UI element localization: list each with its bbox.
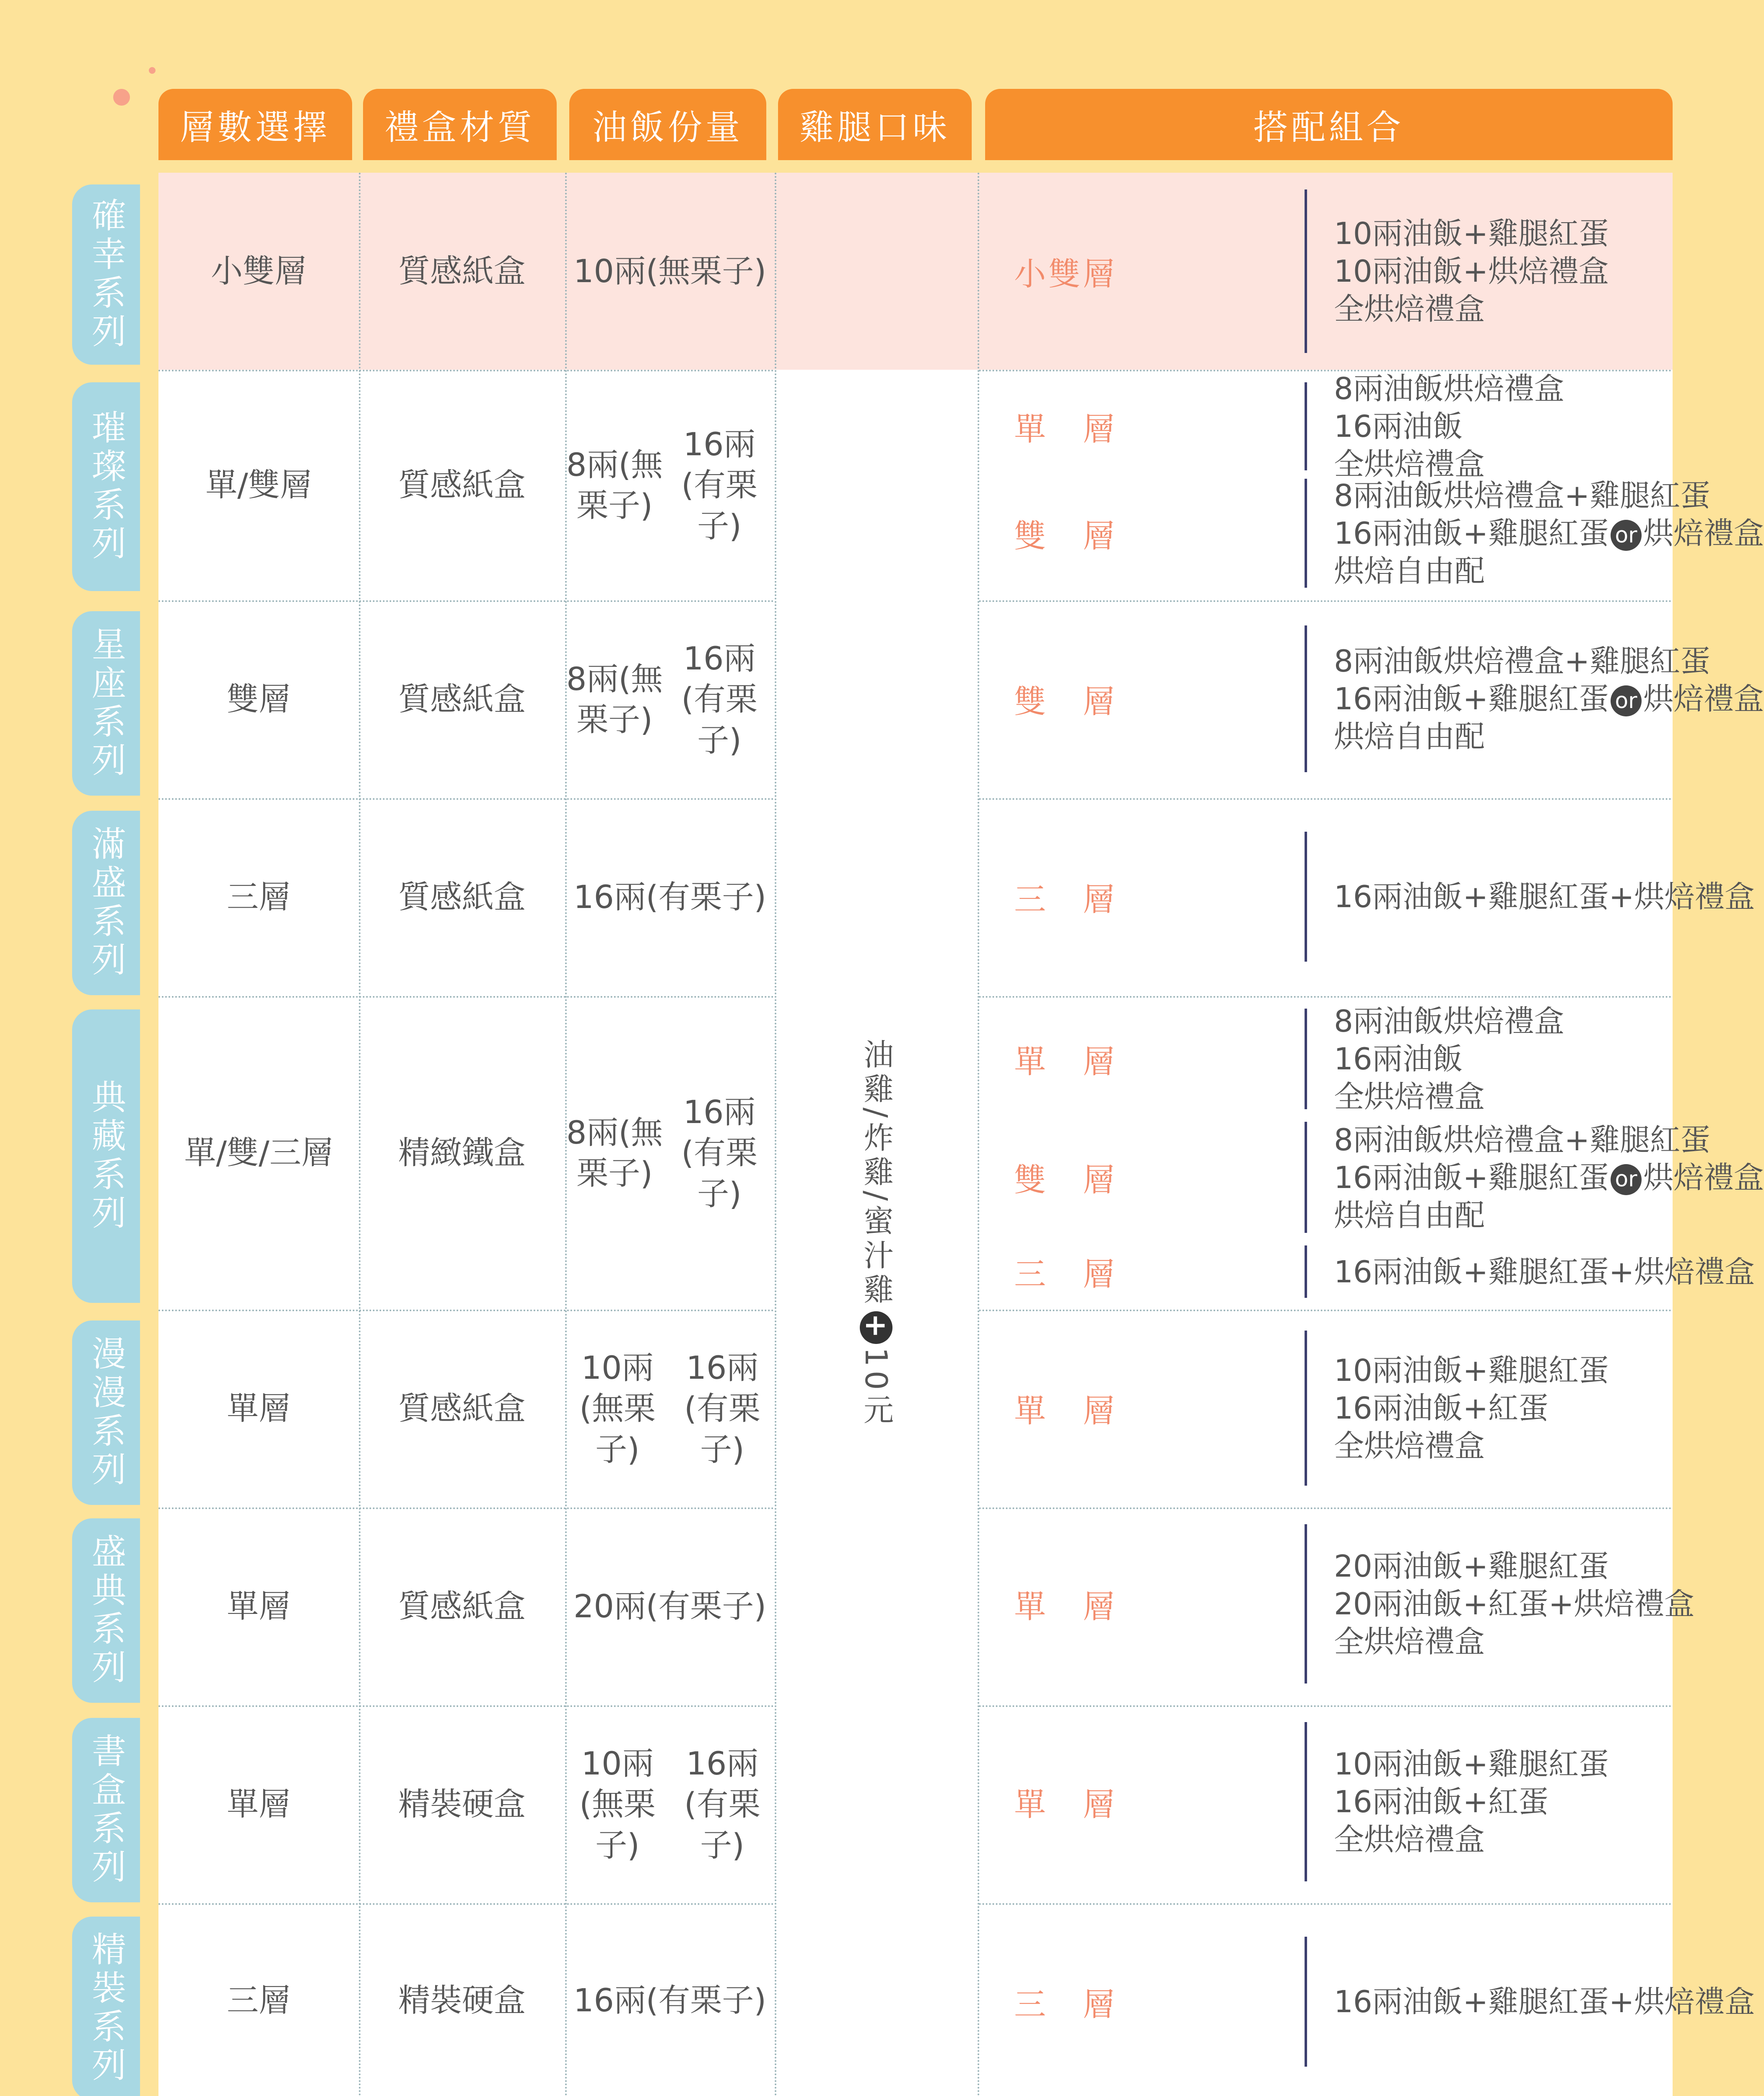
- combo-item: 16兩油飯+雞腿紅蛋+烘焙禮盒: [1334, 879, 1755, 914]
- portion-line: 10兩(無栗子): [579, 1349, 656, 1468]
- portion-cell: [565, 1310, 775, 1507]
- combo-group: [978, 371, 1673, 482]
- layers-cell: 三層: [227, 1982, 291, 2019]
- layers-cell: 雙層: [227, 680, 291, 718]
- divider-bar: [1305, 832, 1307, 962]
- portion-cell: [565, 1507, 775, 1705]
- series-label: 精裝系列: [86, 1931, 126, 2086]
- series-label: 書盒系列: [86, 1733, 126, 1887]
- flavor-options: 油雞/炸雞/蜜汁雞: [859, 1038, 894, 1308]
- decor-dot: [149, 67, 156, 74]
- combo-cell: [978, 798, 1755, 996]
- layer-label: 雙 層: [1014, 682, 1117, 720]
- table-row: [158, 173, 1673, 370]
- header-combo: 搭配組合: [985, 89, 1673, 160]
- portion-line: 8兩(無栗子): [566, 446, 663, 524]
- combo-item: 16兩油飯: [1334, 1041, 1463, 1077]
- header-box-material: 禮盒材質: [363, 89, 557, 160]
- layers-cell: 單/雙/三層: [184, 1134, 333, 1172]
- or-badge-icon: or: [1611, 520, 1642, 551]
- layer-label: 單 層: [1014, 1392, 1117, 1429]
- flavor-text: [854, 1039, 898, 1429]
- combo-item: 全烘焙禮盒: [1334, 446, 1485, 482]
- series-tab: [72, 382, 140, 591]
- combo-group: [978, 1004, 1673, 1114]
- combo-list: [1334, 1524, 1694, 1684]
- header-flavor: 雞腿口味: [778, 89, 972, 160]
- combo-list: [1334, 1004, 1564, 1114]
- portion-line: 16兩(有栗子): [681, 425, 757, 545]
- combo-item: 10兩油飯+雞腿紅蛋: [1334, 216, 1609, 251]
- combo-item: 8兩油飯烘焙禮盒+雞腿紅蛋: [1334, 1122, 1711, 1157]
- combo-item: 10兩油飯+雞腿紅蛋: [1334, 1353, 1609, 1388]
- combo-item: 16兩油飯: [1334, 409, 1463, 444]
- layer-label: 單 層: [1014, 410, 1117, 448]
- series-label: 星座系列: [86, 626, 126, 781]
- series-tab: [72, 811, 140, 995]
- portion-cell: [565, 1705, 775, 1903]
- portion-line: 16兩(有栗子): [573, 1982, 766, 2019]
- portion-line: 20兩(有栗子): [573, 1588, 766, 1625]
- portion-cell: [565, 1903, 775, 2096]
- or-badge-icon: or: [1611, 1164, 1642, 1195]
- box-cell: 質感紙盒: [398, 1588, 526, 1625]
- layer-label: 三 層: [1014, 1985, 1117, 2023]
- series-label: 漫漫系列: [86, 1336, 126, 1490]
- combo-item: 16兩油飯+雞腿紅蛋+烘焙禮盒: [1334, 1254, 1755, 1289]
- header-layers: 層數選擇: [158, 89, 352, 160]
- combo-item: 16兩油飯+雞腿紅蛋 or 烘焙禮盒: [1334, 1160, 1764, 1195]
- layers-cell: 單層: [227, 1785, 291, 1823]
- combo-item: 16兩油飯+紅蛋: [1334, 1784, 1549, 1819]
- combo-item: 烘焙自由配: [1334, 1197, 1485, 1233]
- combo-item: 烘焙自由配: [1334, 719, 1485, 754]
- portion-cell: [565, 370, 775, 600]
- series-tab: [72, 611, 140, 796]
- divider-bar: [1305, 1122, 1307, 1233]
- box-cell: 精緻鐵盒: [398, 1134, 526, 1172]
- portion-line: 10兩(無栗子): [573, 252, 766, 290]
- portion-line: 16兩(有栗子): [681, 1093, 757, 1212]
- divider-bar: [1305, 625, 1307, 772]
- series-tab: [72, 1320, 140, 1505]
- portion-line: 8兩(無栗子): [566, 1113, 663, 1192]
- portion-line: 16兩(有栗子): [681, 640, 757, 759]
- portion-cell: [565, 996, 775, 1310]
- combo-group: [978, 832, 1755, 962]
- layers-cell: 三層: [227, 878, 291, 916]
- divider-bar: [1305, 189, 1307, 353]
- combo-list: [1334, 1331, 1609, 1486]
- combo-group: [978, 1122, 1764, 1233]
- series-label: 滿盛系列: [86, 826, 126, 980]
- combo-cell: [978, 1903, 1755, 2096]
- combo-list: [1334, 371, 1564, 482]
- combo-item: 16兩油飯+雞腿紅蛋+烘焙禮盒: [1334, 1984, 1755, 2019]
- portion-cell: [565, 600, 775, 798]
- combo-group: [978, 1937, 1755, 2067]
- portion-cell: [565, 798, 775, 996]
- column-divider: [978, 173, 979, 2096]
- combo-cell: [978, 996, 1764, 1310]
- combo-item: 8兩油飯烘焙禮盒+雞腿紅蛋: [1334, 478, 1711, 513]
- combo-item: 10兩油飯+雞腿紅蛋: [1334, 1746, 1609, 1782]
- series-tab: [72, 1518, 140, 1703]
- combo-list: [1334, 189, 1609, 353]
- combo-group: [978, 478, 1764, 589]
- flavor-cell-empty: [775, 173, 978, 370]
- layer-label: 三 層: [1014, 1256, 1117, 1293]
- combo-item: 全烘焙禮盒: [1334, 1079, 1485, 1114]
- box-cell: 質感紙盒: [398, 252, 526, 290]
- flavor-cell: [775, 370, 978, 2096]
- divider-bar: [1305, 1331, 1307, 1486]
- box-cell: 質感紙盒: [398, 680, 526, 718]
- layers-cell: 單層: [227, 1390, 291, 1427]
- series-label: 典藏系列: [86, 1079, 126, 1233]
- combo-cell: [978, 600, 1764, 798]
- divider-bar: [1305, 1937, 1307, 2067]
- series-tab: [72, 1009, 140, 1303]
- combo-list: [1334, 1245, 1755, 1298]
- combo-cell: [978, 370, 1764, 600]
- combo-list: [1334, 1722, 1609, 1881]
- portion-line: 8兩(無栗子): [566, 660, 663, 738]
- series-label: 確幸系列: [86, 197, 126, 352]
- portion-line: 10兩(無栗子): [579, 1745, 656, 1864]
- layer-label: 雙 層: [1014, 1161, 1117, 1198]
- layers-cell: 單層: [227, 1588, 291, 1625]
- combo-list: [1334, 1937, 1755, 2067]
- divider-bar: [1305, 1722, 1307, 1881]
- combo-item: 全烘焙禮盒: [1334, 1822, 1485, 1857]
- series-label: 璀璨系列: [86, 410, 126, 564]
- combo-group: [978, 625, 1764, 772]
- box-cell: 精裝硬盒: [398, 1785, 526, 1823]
- combo-group: [978, 1331, 1673, 1486]
- combo-item: 全烘焙禮盒: [1334, 1428, 1485, 1463]
- table-header: [0, 89, 1747, 160]
- or-badge-icon: or: [1611, 685, 1642, 716]
- plus-circle-icon: +: [860, 1311, 892, 1344]
- box-cell: 質感紙盒: [398, 466, 526, 504]
- series-tab: [72, 1917, 140, 2096]
- portion-cell: [565, 173, 775, 370]
- combo-group: [978, 1722, 1673, 1881]
- combo-item: 8兩油飯烘焙禮盒: [1334, 1004, 1564, 1039]
- combo-group: [978, 189, 1673, 353]
- combo-group: [978, 1245, 1755, 1298]
- combo-cell: [978, 1507, 1695, 1705]
- flavor-extra-price: 10元: [859, 1347, 894, 1429]
- layer-label: 單 層: [1014, 1785, 1117, 1823]
- box-cell: 質感紙盒: [398, 1390, 526, 1427]
- layers-cell: 小雙層: [211, 252, 306, 290]
- layers-cell: 單/雙層: [205, 466, 312, 504]
- combo-cell: [978, 173, 1673, 370]
- combo-item: 10兩油飯+烘焙禮盒: [1334, 254, 1609, 289]
- layer-label: 單 層: [1014, 1588, 1117, 1625]
- portion-line: 16兩(有栗子): [573, 878, 766, 916]
- combo-item: 烘焙自由配: [1334, 553, 1485, 589]
- combo-group: [978, 1524, 1695, 1684]
- divider-bar: [1305, 1245, 1307, 1298]
- combo-item: 全烘焙禮盒: [1334, 291, 1485, 327]
- column-divider: [359, 173, 361, 2096]
- combo-item: 16兩油飯+雞腿紅蛋 or 烘焙禮盒: [1334, 516, 1764, 551]
- series-tab: [72, 184, 140, 365]
- series-tab: [72, 1718, 140, 1902]
- combo-item: 20兩油飯+紅蛋+烘焙禮盒: [1334, 1586, 1695, 1621]
- combo-item: 16兩油飯+紅蛋: [1334, 1390, 1549, 1426]
- divider-bar: [1305, 479, 1307, 588]
- combo-list: [1334, 1122, 1764, 1233]
- portion-line: 16兩(有栗子): [684, 1349, 760, 1468]
- combo-cell: [978, 1310, 1673, 1507]
- column-divider: [775, 173, 776, 2096]
- combo-list: [1334, 832, 1755, 962]
- combo-item: 20兩油飯+雞腿紅蛋: [1334, 1549, 1609, 1584]
- header-portion: 油飯份量: [569, 89, 766, 160]
- layer-label: 雙 層: [1014, 517, 1117, 555]
- divider-bar: [1305, 1524, 1307, 1684]
- combo-cell: [978, 1705, 1673, 1903]
- combo-item: 8兩油飯烘焙禮盒+雞腿紅蛋: [1334, 643, 1711, 679]
- layer-label: 單 層: [1014, 1043, 1117, 1080]
- combo-item: 全烘焙禮盒: [1334, 1624, 1485, 1659]
- layer-label: 小雙層: [1014, 255, 1117, 293]
- series-label: 盛典系列: [86, 1533, 126, 1688]
- divider-bar: [1305, 382, 1307, 470]
- combo-item: 16兩油飯+雞腿紅蛋 or 烘焙禮盒: [1334, 681, 1764, 716]
- combo-list: [1334, 479, 1764, 588]
- layer-label: 三 層: [1014, 880, 1117, 918]
- box-cell: 質感紙盒: [398, 878, 526, 916]
- portion-line: 16兩(有栗子): [684, 1745, 760, 1864]
- combo-list: [1334, 625, 1764, 772]
- divider-bar: [1305, 1009, 1307, 1109]
- combo-item: 8兩油飯烘焙禮盒: [1334, 371, 1564, 406]
- gift-table: [158, 173, 1764, 2096]
- column-divider: [565, 173, 567, 2096]
- box-cell: 精裝硬盒: [398, 1982, 526, 2019]
